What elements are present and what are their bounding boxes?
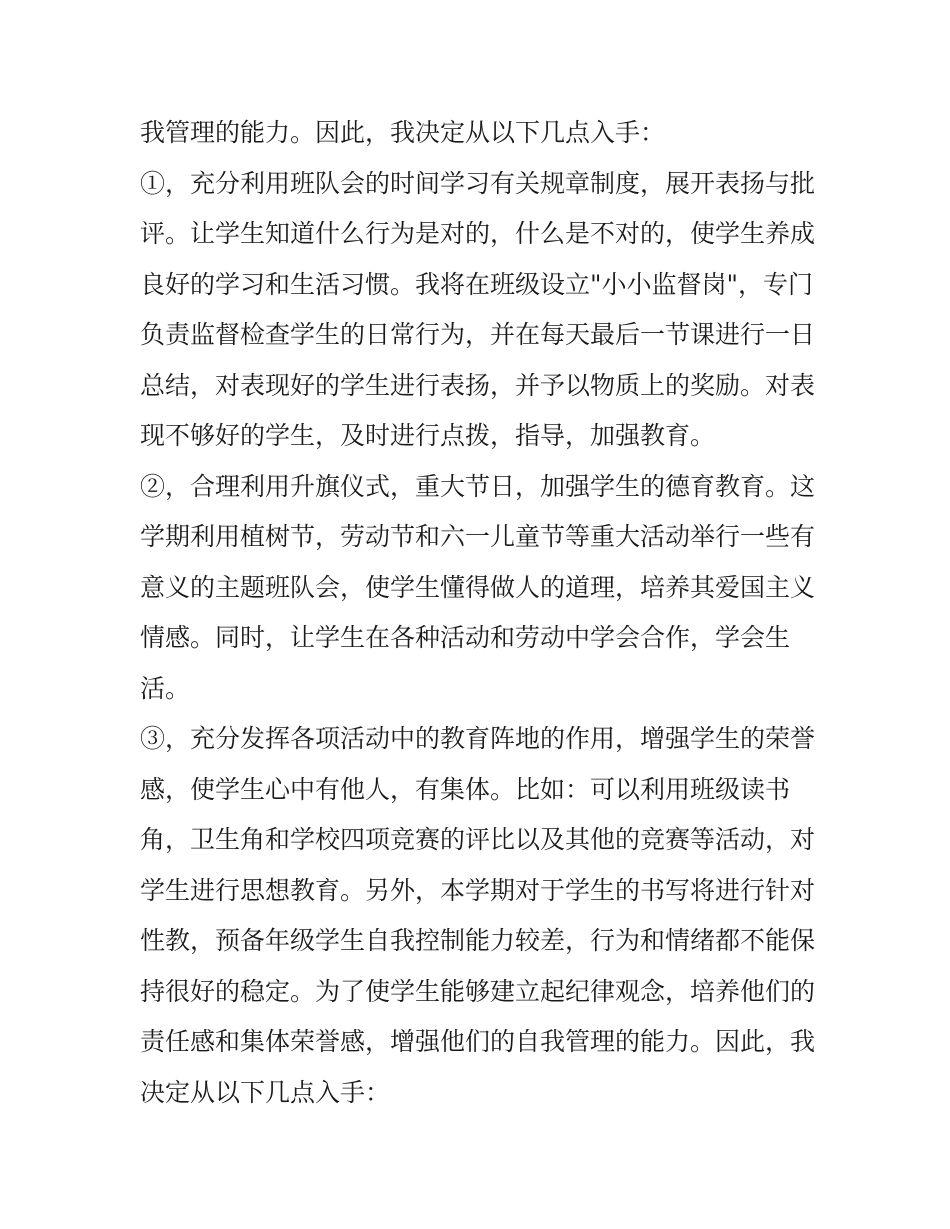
text-line: 感，使学生心中有他人，有集体。比如：可以利用班级读书	[140, 774, 791, 804]
text-line: 活。	[140, 673, 191, 703]
text-line: 负责监督检查学生的日常行为，并在每天最后一节课进行一日	[140, 320, 816, 349]
text-line: ③，充分发挥各项活动中的教育阵地的作用，增强学生的荣誉	[140, 724, 816, 753]
text-line: 现不够好的学生，及时进行点拨，指导，加强教育。	[140, 421, 716, 450]
text-line: 总结，对表现好的学生进行表扬，并予以物质上的奖励。对表	[140, 370, 816, 400]
text-line: 学期利用植树节，劳动节和六一儿童节等重大活动举行一些有	[140, 522, 816, 551]
text-line: ②，合理利用升旗仪式，重大节日，加强学生的德育教育。这	[140, 471, 816, 501]
text-line: 责任感和集体荣誉感，增强他们的自我管理的能力。因此，我	[140, 1027, 816, 1056]
text-line: 良好的学习和生活习惯。我将在班级设立"小小监督岗"，专门	[140, 269, 814, 299]
text-line: 性教，预备年级学生自我控制能力较差，行为和情绪都不能保	[140, 926, 816, 955]
text-line: 我管理的能力。因此，我决定从以下几点入手：	[140, 118, 666, 147]
text-line: 意义的主题班队会，使学生懂得做人的道理，培养其爱国主义	[140, 572, 816, 602]
text-line: 决定从以下几点入手：	[140, 1077, 391, 1107]
text-line: ①，充分利用班队会的时间学习有关规章制度，展开表扬与批	[140, 168, 816, 198]
text-line: 评。让学生知道什么行为是对的，什么是不对的，使学生养成	[140, 219, 816, 248]
text-line: 学生进行思想教育。另外，本学期对于学生的书写将进行针对	[140, 875, 816, 905]
body-text	[140, 108, 820, 1118]
text-line: 持很好的稳定。为了使学生能够建立起纪律观念，培养他们的	[140, 976, 816, 1006]
text-line: 角，卫生角和学校四项竞赛的评比以及其他的竞赛等活动，对	[140, 825, 816, 854]
text-line: 情感。同时，让学生在各种活动和劳动中学会合作，学会生	[140, 623, 791, 652]
